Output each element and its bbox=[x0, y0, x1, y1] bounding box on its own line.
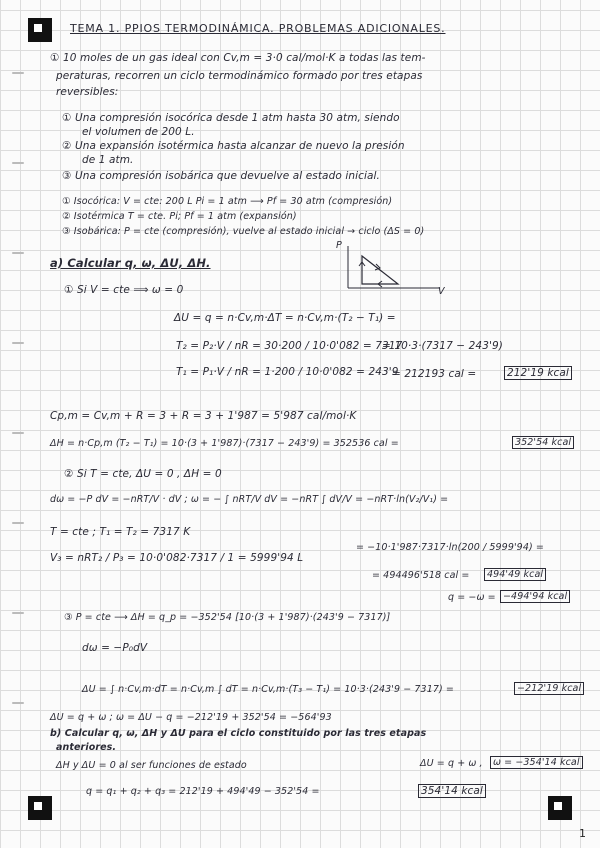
case1-du-calc: = 10·3·(7317 − 243'9) bbox=[382, 340, 503, 352]
statement-line: reversibles: bbox=[56, 86, 119, 98]
punch-hole-icon bbox=[12, 522, 24, 524]
case2-q-boxed-result: −494'94 kcal bbox=[500, 590, 570, 603]
part-b-heading: anteriores. bbox=[56, 742, 117, 753]
case1-du-boxed-result: 212'19 kcal bbox=[504, 366, 572, 380]
corner-marker-top-left-icon bbox=[28, 18, 52, 42]
pv-diagram-icon bbox=[340, 244, 450, 294]
case2-w-result: = 494496'518 cal = bbox=[372, 570, 470, 581]
case3-du: ΔU = ∫ n·Cv,m·dT = n·Cv,m ∫ dT = n·Cv,m·(T₃ − T₁) = 10·3·(243'9 − 7317) = bbox=[82, 684, 454, 695]
summary-line: ② Isotérmica T = cte. Pi; Pf = 1 atm (expansión) bbox=[62, 211, 297, 222]
punch-hole-icon bbox=[12, 72, 24, 74]
punch-hole-icon bbox=[12, 342, 24, 344]
part-b-first-law: ΔU = q + ω , bbox=[420, 758, 483, 769]
case3-label: ③ P = cte ⟶ ΔH = q_p = −352'54 [10·(3 + 1'987)·(243'9 − 7317)] bbox=[64, 612, 391, 623]
part-a-heading: a) Calcular q, ω, ΔU, ΔH. bbox=[50, 256, 211, 270]
punch-hole-icon bbox=[12, 252, 24, 254]
step-line: ③ Una compresión isobárica que devuelve al estado inicial. bbox=[62, 170, 380, 182]
step-line: de 1 atm. bbox=[82, 154, 134, 166]
summary-line: ③ Isobárica: P = cte (compresión), vuelve al estado inicial → ciclo (ΔS = 0) bbox=[62, 226, 425, 237]
step-line: el volumen de 200 L. bbox=[82, 126, 195, 138]
case3-du-boxed-result: −212'19 kcal bbox=[514, 682, 584, 695]
case2-v3: V₃ = nRT₂ / P₃ = 10·0'082·7317 / 1 = 5999'94 L bbox=[50, 552, 304, 564]
case2-temps: T = cte ; T₁ = T₂ = 7317 K bbox=[50, 526, 191, 538]
case3-dw: dω = −P₀dV bbox=[82, 642, 148, 654]
part-b-heading: b) Calcular q, ω, ΔH y ΔU para el ciclo constituido por las tres etapas bbox=[50, 728, 427, 739]
case1-t1: T₁ = P₁·V / nR = 1·200 / 10·0'082 = 243'9 bbox=[176, 366, 399, 378]
punch-hole-icon bbox=[12, 432, 24, 434]
case3-w: ΔU = q + ω ; ω = ΔU − q = −212'19 + 352'54 = −564'93 bbox=[50, 712, 332, 723]
case2-w-boxed-result: 494'49 kcal bbox=[484, 568, 546, 581]
step-line: ② Una expansión isotérmica hasta alcanzar de nuevo la presión bbox=[62, 140, 405, 152]
case1-dh: ΔH = n·Cp,m (T₂ − T₁) = 10·(3 + 1'987)·(7317 − 243'9) = 352536 cal = bbox=[50, 438, 399, 449]
statement-line: ① 10 moles de un gas ideal con Cv,m = 3·0 cal/mol·K a todas las tem- bbox=[50, 52, 426, 64]
page-title: TEMA 1. PPIOS TERMODINÁMICA. PROBLEMAS ADICIONALES. bbox=[70, 22, 446, 35]
step-line: ① Una compresión isocórica desde 1 atm hasta 30 atm, siendo bbox=[62, 112, 400, 124]
case1-du: ΔU = q = n·Cv,m·ΔT = n·Cv,m·(T₂ − T₁) = bbox=[174, 312, 396, 324]
axis-p-label: P bbox=[336, 240, 342, 251]
case2-w-calc: = −10·1'987·7317·ln(200 / 5999'94) = bbox=[356, 542, 544, 553]
case2-dw: dω = −P dV = −nRT/V · dV ; ω = − ∫ nRT/V dV = −nRT ∫ dV/V = −nRT·ln(V₂/V₁) = bbox=[50, 494, 449, 505]
punch-hole-icon bbox=[12, 612, 24, 614]
page-number: 1 bbox=[579, 827, 586, 840]
summary-line: ① Isocórica: V = cte: 200 L Pi = 1 atm ⟶ Pf = 30 atm (compresión) bbox=[62, 196, 393, 207]
case2-label: ② Si T = cte, ΔU = 0 , ΔH = 0 bbox=[64, 468, 222, 480]
punch-hole-icon bbox=[12, 162, 24, 164]
case1-label: ① Si V = cte ⟹ ω = 0 bbox=[64, 284, 184, 296]
case1-du-result: = 212193 cal = bbox=[392, 368, 477, 380]
corner-marker-bottom-right-icon bbox=[548, 796, 572, 820]
case1-cp: Cp,m = Cv,m + R = 3 + R = 3 + 1'987 = 5'987 cal/mol·K bbox=[50, 410, 357, 422]
axis-v-label: V bbox=[438, 286, 445, 297]
case2-q: q = −ω = bbox=[448, 592, 496, 603]
corner-marker-bottom-left-icon bbox=[28, 796, 52, 820]
part-b-q-sum: q = q₁ + q₂ + q₃ = 212'19 + 494'49 − 352'54 = bbox=[86, 786, 320, 797]
part-b-state: ΔH y ΔU = 0 al ser funciones de estado bbox=[56, 760, 247, 771]
punch-hole-icon bbox=[12, 702, 24, 704]
statement-line: peraturas, recorren un ciclo termodinámico formado por tres etapas bbox=[56, 70, 423, 82]
part-b-q-boxed-result: 354'14 kcal bbox=[418, 784, 486, 798]
case1-t2: T₂ = P₂·V / nR = 30·200 / 10·0'082 = 7317 bbox=[176, 340, 403, 352]
part-b-w-boxed-result: ω = −354'14 kcal bbox=[490, 756, 583, 769]
case1-dh-boxed-result: 352'54 kcal bbox=[512, 436, 574, 449]
